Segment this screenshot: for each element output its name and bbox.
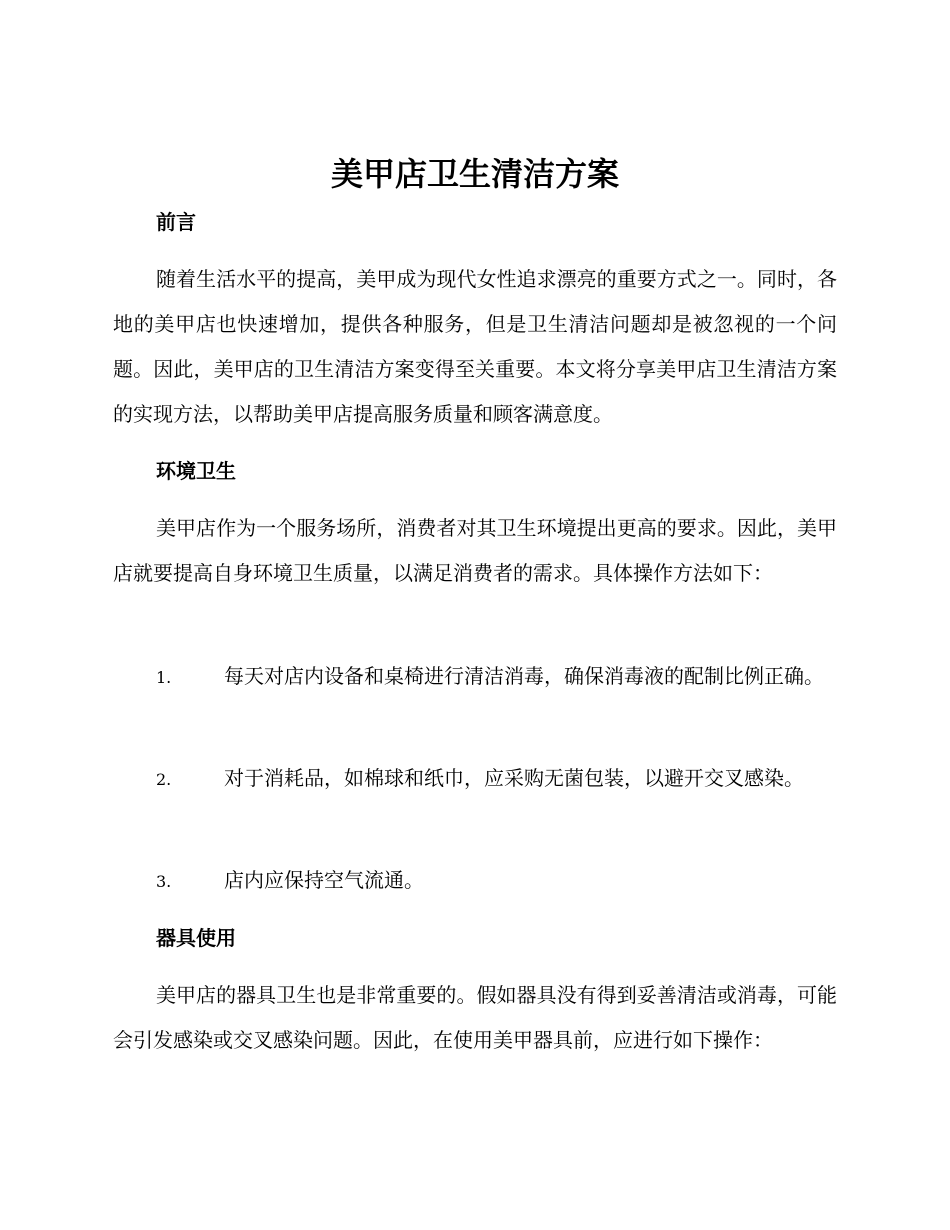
environment-paragraph: 美甲店作为一个服务场所，消费者对其卫生环境提出更高的要求。因此，美甲店就要提高自身环境卫生质量，以满足消费者的需求。具体操作方法如下：	[113, 516, 837, 585]
section-heading-preface: 前言	[156, 210, 196, 234]
section-heading-tools: 器具使用	[156, 926, 236, 950]
list-item	[113, 756, 837, 802]
list-item	[113, 858, 837, 904]
tools-paragraph: 美甲店的器具卫生也是非常重要的。假如器具没有得到妥善清洁或消毒，可能会引发感染或交叉感染问题。因此，在使用美甲器具前，应进行如下操作：	[113, 983, 837, 1052]
list-item-text: 每天对店内设备和桌椅进行清洁消毒，确保消毒液的配制比例正确。	[224, 664, 824, 688]
list-item-number: 2.	[156, 770, 172, 789]
list-item	[113, 654, 837, 700]
list-item-text: 店内应保持空气流通。	[224, 868, 424, 892]
list-item-number: 3.	[156, 872, 172, 891]
document-title: 美甲店卫生清洁方案	[330, 155, 619, 193]
list-item-text: 对于消耗品，如棉球和纸巾，应采购无菌包装，以避开交叉感染。	[224, 766, 804, 790]
list-item-number: 1.	[156, 668, 172, 687]
section-heading-environment: 环境卫生	[156, 459, 236, 483]
preface-paragraph: 随着生活水平的提高，美甲成为现代女性追求漂亮的重要方式之一。同时，各地的美甲店也快速增加，提供各种服务，但是卫生清洁问题却是被忽视的一个问题。因此，美甲店的卫生清洁方案变得至关重要。本文将分享美甲店卫生清洁方案的实现方法，以帮助美甲店提高服务质量和顾客满意度。	[113, 267, 837, 426]
